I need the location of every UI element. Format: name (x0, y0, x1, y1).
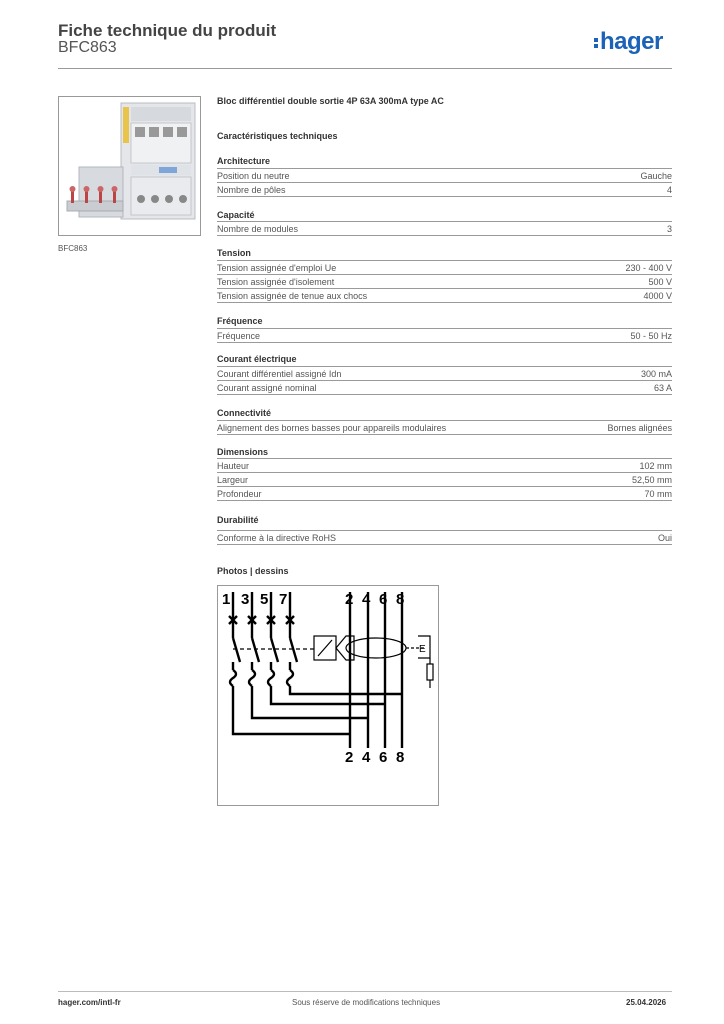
test-button-label: E (419, 644, 426, 655)
terminal-label: 4 (362, 749, 371, 766)
spec-value: 70 mm (644, 489, 672, 499)
terminal-label: 8 (396, 591, 405, 608)
terminal-label: 3 (241, 591, 250, 608)
tech-heading: Caractéristiques techniques (217, 131, 338, 141)
spec-value: 3 (666, 224, 672, 234)
footer-divider (58, 991, 672, 992)
spec-value: 102 mm (639, 461, 672, 471)
spec-row (217, 472, 672, 486)
spec-label: Position du neutre (217, 171, 290, 181)
terminal-label: 4 (362, 591, 371, 608)
spec-value: 4000 V (643, 291, 672, 301)
spec-row (217, 182, 672, 197)
product-image-icon (59, 97, 200, 235)
spec-value: 300 mA (640, 369, 672, 379)
spec-row (217, 366, 672, 380)
spec-value: Gauche (640, 171, 672, 181)
spec-row (217, 288, 672, 303)
spec-value: 52,50 mm (631, 475, 672, 485)
terminal-label: 8 (396, 749, 405, 766)
terminal-label: 2 (345, 749, 354, 766)
wiring-diagram (217, 585, 439, 806)
group-title-durabilite: Durabilité (217, 515, 259, 525)
spec-label: Alignement des bornes basses pour appareils modulaires (217, 423, 447, 433)
spec-value: 50 - 50 Hz (630, 331, 672, 341)
terminal-label: 7 (279, 591, 288, 608)
group-title-capacite: Capacité (217, 210, 255, 220)
group-title-tension: Tension (217, 248, 251, 258)
footer-date: 25.04.2026 (626, 998, 667, 1007)
terminal-label: 5 (260, 591, 269, 608)
spec-value: 230 - 400 V (625, 263, 672, 273)
footer-disclaimer: Sous réserve de modifications techniques (292, 998, 441, 1007)
product-reference: BFC863 (58, 39, 117, 56)
circuit-diagram-icon (218, 586, 438, 805)
spec-row (217, 486, 672, 501)
photo-caption: BFC863 (58, 244, 88, 253)
spec-label: Hauteur (217, 461, 250, 471)
spec-label: Largeur (217, 475, 249, 485)
spec-value: Oui (657, 533, 672, 543)
spec-value: Bornes alignées (607, 423, 672, 433)
photos-heading: Photos | dessins (217, 566, 289, 576)
terminal-label: 6 (379, 749, 388, 766)
terminal-label: 6 (379, 591, 388, 608)
spec-label: Nombre de pôles (217, 185, 286, 195)
terminal-label: 1 (222, 591, 231, 608)
hager-logo (594, 28, 663, 56)
spec-label: Courant assigné nominal (217, 383, 317, 393)
spec-row (217, 274, 672, 288)
product-photo (58, 96, 201, 236)
spec-label: Conforme à la directive RoHS (217, 533, 337, 543)
spec-label: Tension assignée d'emploi Ue (217, 263, 337, 273)
header-divider (58, 68, 672, 69)
spec-row (217, 420, 672, 435)
group-title-dimensions: Dimensions (217, 447, 269, 457)
logo-text: hager (600, 28, 663, 55)
spec-label: Profondeur (217, 489, 262, 499)
logo-dots-icon (594, 36, 599, 50)
group-title-frequence: Fréquence (217, 316, 263, 326)
spec-value: 63 A (653, 383, 672, 393)
spec-value: 500 V (648, 277, 672, 287)
page-title: Fiche technique du produit (58, 21, 277, 40)
spec-row (217, 458, 672, 472)
spec-row (217, 168, 672, 182)
product-name: Bloc différentiel double sortie 4P 63A 300mA type AC (217, 96, 444, 106)
spec-row (217, 380, 672, 395)
spec-row (217, 221, 672, 236)
group-title-connectivite: Connectivité (217, 408, 272, 418)
terminal-label: 2 (345, 591, 354, 608)
spec-label: Nombre de modules (217, 224, 299, 234)
spec-label: Fréquence (217, 331, 261, 341)
spec-row (217, 260, 672, 274)
group-title-architecture: Architecture (217, 156, 271, 166)
spec-label: Courant différentiel assigné Idn (217, 369, 342, 379)
spec-row (217, 328, 672, 343)
footer-website[interactable]: hager.com/intl-fr (58, 998, 121, 1007)
group-title-courant: Courant électrique (217, 354, 297, 364)
spec-label: Tension assignée d'isolement (217, 277, 335, 287)
spec-row (217, 530, 672, 545)
spec-label: Tension assignée de tenue aux chocs (217, 291, 368, 301)
spec-value: 4 (666, 185, 672, 195)
